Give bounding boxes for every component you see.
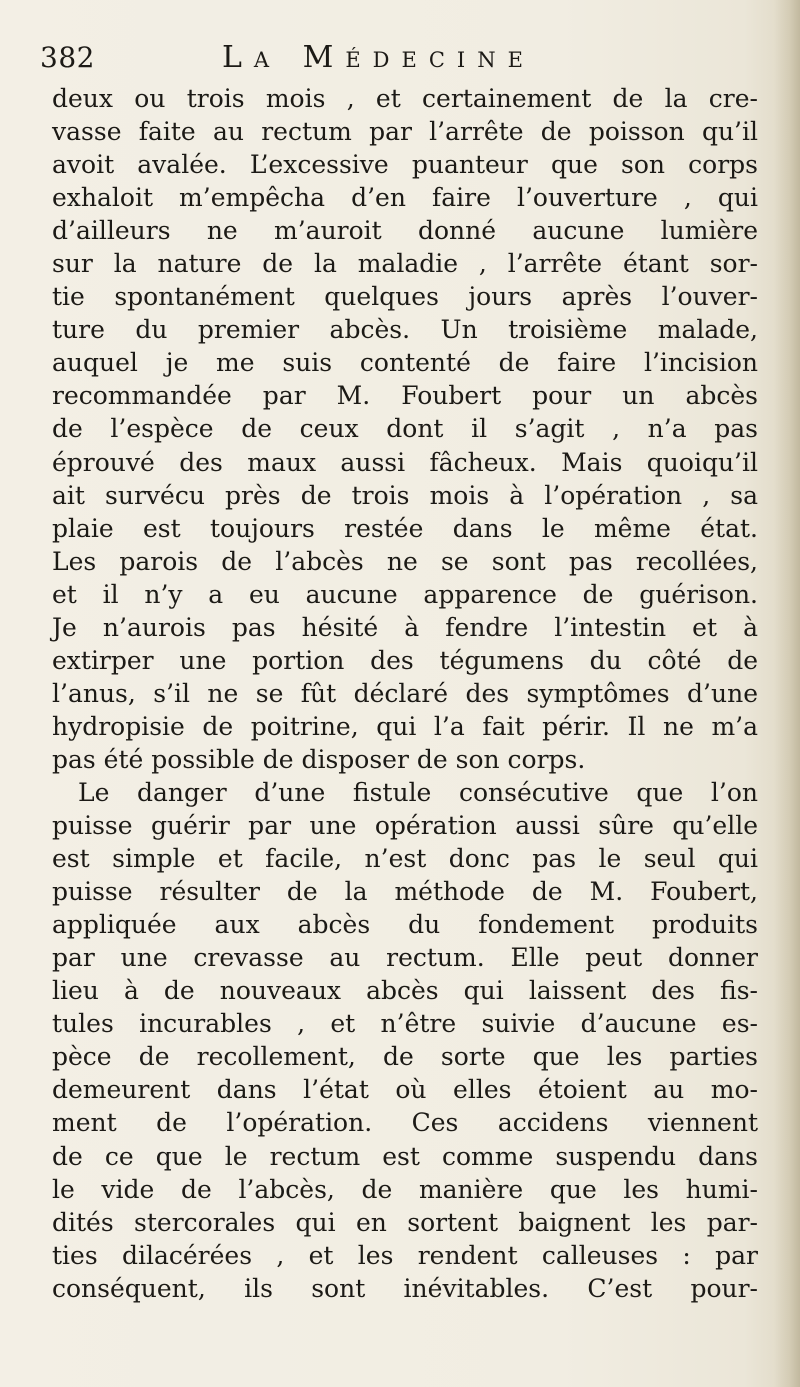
text-line: exhaloit m’empêcha d’en faire l’ouverture , qui bbox=[52, 183, 758, 213]
text-line: deux ou trois mois , et certainement de la cre- bbox=[52, 84, 758, 113]
text-line: est simple et facile, n’est donc pas le seul qui bbox=[52, 844, 758, 874]
text-line: extirper une portion des tégumens du côté de bbox=[52, 645, 758, 675]
text-line: hydropisie de poitrine, qui l’a fait périr. Il ne m’a bbox=[52, 711, 758, 741]
text-line: demeurent dans l’état où elles étoient au mo- bbox=[52, 1075, 758, 1105]
text-line: ait survécu près de trois mois à l’opération , sa bbox=[52, 480, 758, 510]
text-line: l’anus, s’il ne se fût déclaré des symptômes d’une bbox=[52, 678, 758, 708]
text-line: par une crevasse au rectum. Elle peut donner bbox=[52, 943, 758, 973]
text-line: dités stercorales qui en sortent baignent les par- bbox=[52, 1207, 758, 1237]
text-line: conséquent, ils sont inévitables. C’est pour- bbox=[52, 1273, 758, 1303]
text-line: d’ailleurs ne m’auroit donné aucune lumière bbox=[52, 216, 758, 246]
text-line: pas été possible de disposer de son corps. bbox=[52, 744, 586, 774]
text-line: avoit avalée. L’excessive puanteur que son corps bbox=[52, 150, 758, 180]
text-line: et il n’y a eu aucune apparence de guérison. bbox=[52, 579, 758, 609]
page-number: 382 bbox=[40, 41, 95, 74]
text-line: Les parois de l’abcès ne se sont pas recollées, bbox=[52, 546, 758, 576]
text-line: ment de l’opération. Ces accidens viennent bbox=[52, 1108, 758, 1138]
text-line: appliquée aux abcès du fondement produits bbox=[52, 910, 758, 940]
text-line: recommandée par M. Foubert pour un abcès bbox=[52, 381, 758, 411]
text-line: tules incurables , et n’être suivie d’aucune es- bbox=[52, 1009, 758, 1039]
text-line: de ce que le rectum est comme suspendu dans bbox=[52, 1141, 758, 1171]
running-title: La Médecine bbox=[222, 40, 535, 75]
text-line: ties dilacérées , et les rendent calleuses : par bbox=[52, 1240, 758, 1270]
text-line: vasse faite au rectum par l’arrête de poisson qu’il bbox=[52, 117, 758, 147]
text-line: Je n’aurois pas hésité à fendre l’intestin et à bbox=[52, 612, 758, 642]
text-line: puisse guérir par une opération aussi sûre qu’elle bbox=[52, 811, 758, 841]
text-line: ture du premier abcès. Un troisième malade, bbox=[52, 315, 758, 345]
text-line: auquel je me suis contenté de faire l’incision bbox=[52, 348, 758, 378]
text-line: lieu à de nouveaux abcès qui laissent des fis- bbox=[52, 976, 758, 1006]
text-line: éprouvé des maux aussi fâcheux. Mais quoiqu’il bbox=[52, 447, 758, 477]
text-line: sur la nature de la maladie , l’arrête étant sor- bbox=[52, 249, 758, 279]
text-line: plaie est toujours restée dans le même état. bbox=[52, 513, 758, 543]
page-edge-shadow bbox=[774, 0, 800, 1387]
text-line: pèce de recollement, de sorte que les parties bbox=[52, 1042, 758, 1072]
text-line: de l’espèce de ceux dont il s’agit , n’a pas bbox=[52, 414, 758, 444]
page-header bbox=[40, 40, 760, 76]
text-line: tie spontanément quelques jours après l’ouver- bbox=[52, 282, 758, 312]
text-line: puisse résulter de la méthode de M. Foubert, bbox=[52, 877, 758, 907]
body-text bbox=[52, 82, 758, 1305]
paragraph-first-line: Le danger d’une fistule consécutive que l’on bbox=[78, 777, 758, 807]
text-line: le vide de l’abcès, de manière que les humi- bbox=[52, 1174, 758, 1204]
